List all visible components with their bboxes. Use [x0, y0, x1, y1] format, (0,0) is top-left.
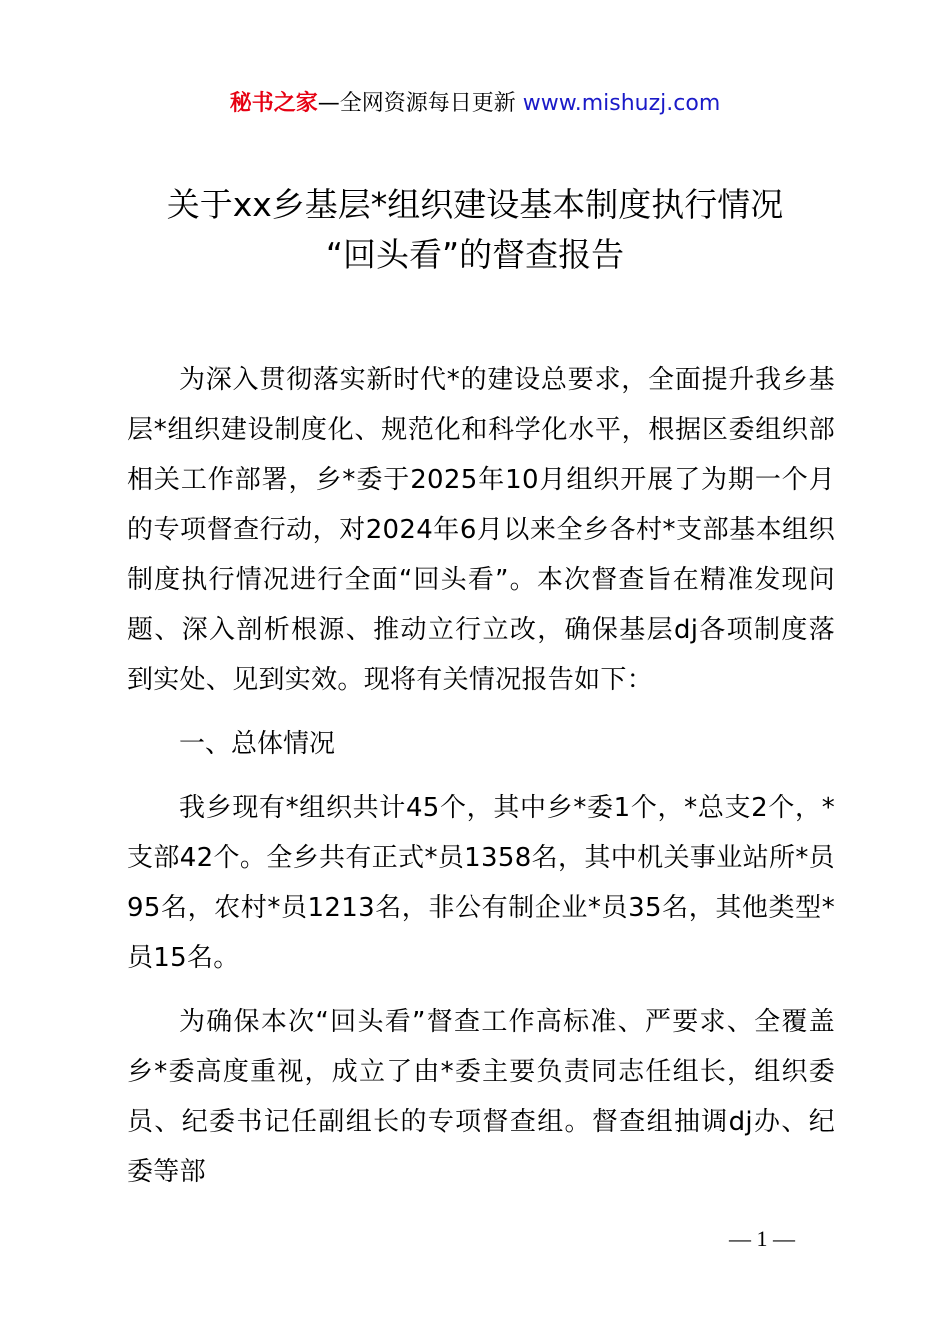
- intro-paragraph: 为深入贯彻落实新时代*的建设总要求，全面提升我乡基层*组织建设制度化、规范化和科学化水平，根据区委组织部相关工作部署，乡*委于2025年10月组织开展了为期一个月的专项督查行动，对2024年6月以来全乡各村*支部基本组织制度执行情况进行全面“回头看”。本次督查旨在精准发现问题、深入剖析根源、推动立行立改，确保基层dj各项制度落到实处、见到实效。现将有关情况报告如下：: [127, 365, 835, 695]
- page-number: — 1 —: [729, 1226, 795, 1251]
- section-heading-overall: 一、总体情况: [179, 729, 336, 759]
- site-url-link[interactable]: www.mishuzj.com: [522, 91, 721, 116]
- document-body: [127, 355, 835, 1211]
- inspection-team-paragraph: 为确保本次“回头看”督查工作高标准、严要求、全覆盖乡*委高度重视，成立了由*委主要负责同志任组长，组织委员、纪委书记任副组长的专项督查组。督查组抽调dj办、纪委等部: [127, 1007, 835, 1187]
- title-line-1: 关于xx乡基层*组织建设基本制度执行情况: [166, 185, 784, 224]
- overall-stats-paragraph: 我乡现有*组织共计45个，其中乡*委1个，*总支2个，*支部42个。全乡共有正式*员1358名，其中机关事业站所*员95名，农村*员1213名，非公有制企业*员35名，其他类型*员15名。: [127, 793, 835, 973]
- document-title: [60, 180, 890, 280]
- header-tagline: —全网资源每日更新: [317, 91, 523, 116]
- title-line-2: “回头看”的督查报告: [325, 235, 625, 274]
- brand-name: 秘书之家: [229, 91, 318, 116]
- site-header: [0, 86, 950, 122]
